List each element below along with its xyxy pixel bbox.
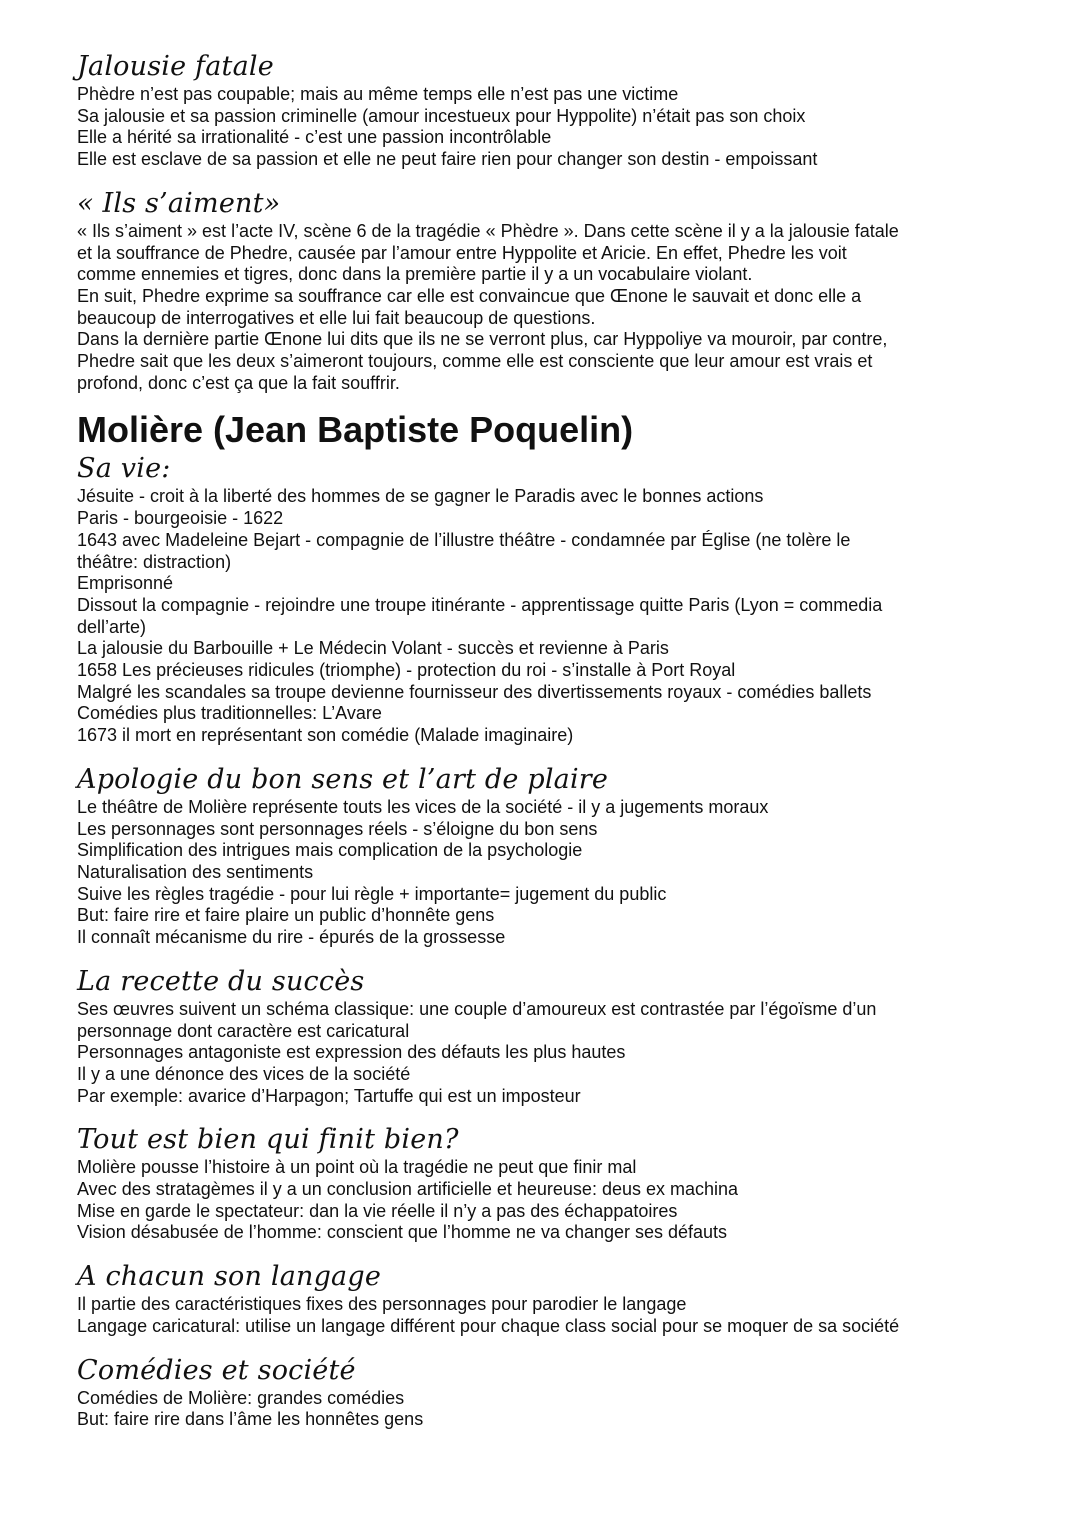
text-line: beaucoup de interrogatives et elle lui fait beaucoup de questions. xyxy=(77,307,596,328)
text-line: Jésuite - croit à la liberté des hommes de se gagner le Paradis avec le bonnes actions xyxy=(77,486,764,507)
text-line: personnage dont caractère est caricatural xyxy=(77,1020,410,1041)
text-line: But: faire rire et faire plaire un public d’honnête gens xyxy=(77,905,495,926)
text-line: Simplification des intrigues mais complication de la psychologie xyxy=(77,840,583,861)
text-line: Sa jalousie et sa passion criminelle (amour incestueux pour Hyppolite) n’était pas son choix xyxy=(77,105,806,126)
section-recette-succes xyxy=(77,965,1037,1108)
section-sa-vie xyxy=(77,452,1037,746)
text-line: Personnages antagoniste est expression des défauts les plus hautes xyxy=(77,1042,626,1063)
section-heading: La recette du succès xyxy=(77,965,365,997)
section-tout-est-bien xyxy=(77,1123,1037,1244)
text-line: Emprisonné xyxy=(77,573,174,594)
section-body xyxy=(77,84,1037,171)
document-page xyxy=(77,50,1037,1431)
text-line: Il connaît mécanisme du rire - épurés de la grossesse xyxy=(77,927,506,948)
section-body xyxy=(77,486,1037,746)
text-line: théâtre: distraction) xyxy=(77,551,232,572)
section-ils-saiment xyxy=(77,187,1037,395)
section-jalousie-fatale xyxy=(77,50,1037,171)
text-line: Il y a une dénonce des vices de la société xyxy=(77,1063,411,1084)
text-line: Elle a hérité sa irrationalité - c’est une passion incontrôlable xyxy=(77,127,552,148)
section-body xyxy=(77,797,1037,949)
section-heading: Sa vie: xyxy=(77,453,171,485)
section-body xyxy=(77,999,1037,1108)
text-line: Molière pousse l’histoire à un point où la tragédie ne peut que finir mal xyxy=(77,1157,637,1178)
spacer xyxy=(77,394,1037,408)
section-comedies-societe xyxy=(77,1354,1037,1431)
text-line: Avec des stratagèmes il y a un conclusion artificielle et heureuse: deus ex machina xyxy=(77,1179,739,1200)
author-heading: Molière (Jean Baptiste Poquelin) xyxy=(77,409,634,451)
text-line: Paris - bourgeoisie - 1622 xyxy=(77,508,284,529)
text-line: Ses œuvres suivent un schéma classique: une couple d’amoureux est contrastée par l’égoïsme d’un xyxy=(77,998,877,1019)
section-body xyxy=(77,221,1037,395)
text-line: Phèdre n’est pas coupable; mais au même temps elle n’est pas une victime xyxy=(77,84,679,104)
section-heading: « Ils s’aiment» xyxy=(77,187,281,219)
text-line: Phedre sait que les deux s’aimeront toujours, comme elle est consciente que leur amour est vrais et xyxy=(77,351,873,372)
text-line: Le théâtre de Molière représente touts les vices de la société - il y a jugements moraux xyxy=(77,796,769,817)
section-heading: Jalousie fatale xyxy=(77,51,274,82)
section-heading: Tout est bien qui finit bien? xyxy=(77,1124,459,1156)
text-line: dell’arte) xyxy=(77,616,147,637)
text-line: Vision désabusée de l’homme: conscient que l’homme ne va changer ses défauts xyxy=(77,1222,728,1243)
text-line: comme ennemies et tigres, donc dans la première partie il y a un vocabulaire violant. xyxy=(77,264,753,285)
text-line: Comédies de Molière: grandes comédies xyxy=(77,1387,405,1408)
text-line: Dissout la compagnie - rejoindre une troupe itinérante - apprentissage quitte Paris (Lyon = commedia xyxy=(77,594,883,615)
spacer xyxy=(77,1338,1037,1354)
section-apologie xyxy=(77,763,1037,949)
text-line: « Ils s’aiment » est l’acte IV, scène 6 de la tragédie « Phèdre ». Dans cette scène il y a la jalousie fatale xyxy=(77,220,899,241)
text-line: Dans la dernière partie Œnone lui dits que ils ne se verront plus, car Hyppoliye va mouroir, par contre, xyxy=(77,329,888,350)
section-heading: Comédies et société xyxy=(77,1354,356,1386)
text-line: But: faire rire dans l’âme les honnêtes gens xyxy=(77,1409,424,1430)
section-body xyxy=(77,1157,1037,1244)
text-line: Malgré les scandales sa troupe devienne fournisseur des divertissements royaux - comédies ballets xyxy=(77,681,872,702)
section-body xyxy=(77,1294,1037,1337)
text-line: Comédies plus traditionnelles: L’Avare xyxy=(77,703,382,724)
spacer xyxy=(77,747,1037,763)
text-line: Mise en garde le spectateur: dan la vie réelle il n’y a pas des échappatoires xyxy=(77,1200,678,1221)
spacer xyxy=(77,949,1037,965)
text-line: Il partie des caractéristiques fixes des personnages pour parodier le langage xyxy=(77,1294,687,1315)
section-body xyxy=(77,1388,1037,1431)
text-line: Les personnages sont personnages réels - s’éloigne du bon sens xyxy=(77,818,598,839)
text-line: Naturalisation des sentiments xyxy=(77,861,314,882)
spacer xyxy=(77,1107,1037,1123)
spacer xyxy=(77,1244,1037,1260)
spacer xyxy=(77,171,1037,187)
text-line: et la souffrance de Phedre, causée par l’amour entre Hyppolite et Aricie. En effet, Phedre les voit xyxy=(77,242,847,263)
text-line: La jalousie du Barbouille + Le Médecin Volant - succès et revienne à Paris xyxy=(77,638,669,659)
section-heading: A chacun son langage xyxy=(77,1261,382,1293)
text-line: Elle est esclave de sa passion et elle ne peut faire rien pour changer son destin - empoissant xyxy=(77,149,818,170)
text-line: En suit, Phedre exprime sa souffrance car elle est convaincue que Œnone le sauvait et donc elle a xyxy=(77,285,862,306)
text-line: Par exemple: avarice d’Harpagon; Tartuffe qui est un imposteur xyxy=(77,1085,581,1106)
text-line: Langage caricatural: utilise un langage différent pour chaque class social pour se moquer de sa société xyxy=(77,1315,900,1336)
text-line: profond, donc c’est ça que la fait souffrir. xyxy=(77,372,400,393)
text-line: 1643 avec Madeleine Bejart - compagnie de l’illustre théâtre - condamnée par Église (ne tolère le xyxy=(77,529,851,550)
text-line: Suive les règles tragédie - pour lui règle + importante= jugement du public xyxy=(77,883,667,904)
section-chacun-langage xyxy=(77,1260,1037,1337)
section-heading: Apologie du bon sens et l’art de plaire xyxy=(77,763,609,795)
text-line: 1673 il mort en représentant son comédie (Malade imaginaire) xyxy=(77,725,574,746)
text-line: 1658 Les précieuses ridicules (triomphe) - protection du roi - s’installe à Port Royal xyxy=(77,660,736,681)
